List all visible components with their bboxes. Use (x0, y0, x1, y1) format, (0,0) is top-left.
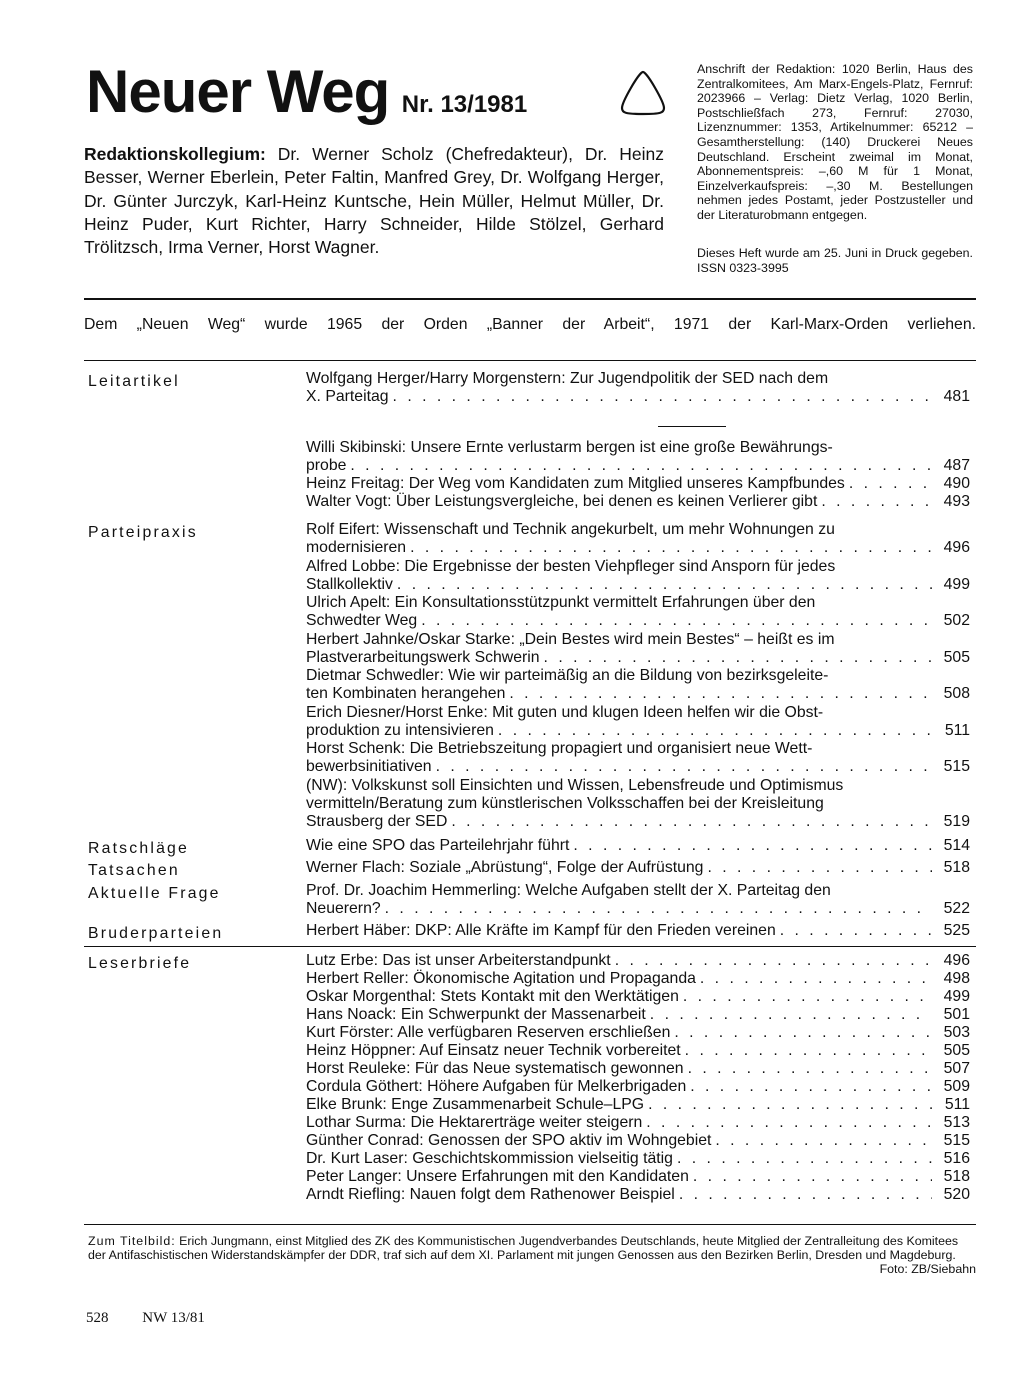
section-ratschlaege: Ratschläge (88, 840, 190, 857)
page-number: 518 (943, 859, 970, 876)
page-number: 507 (943, 1060, 970, 1077)
toc-entry[interactable]: Dietmar Schwedler: Wie wir parteimäßig an die Bildung von bezirksgeleite- ten Kombinaten herangehen . . . 508 (306, 667, 970, 703)
toc-entry[interactable]: Rolf Eifert: Wissenschaft und Technik angekurbelt, um mehr Wohnungen zu modernisieren . . . 496 (306, 521, 970, 557)
page-footer (86, 1310, 235, 1327)
page-number: 502 (943, 612, 970, 630)
toc-entry[interactable]: Herbert Jahnke/Oskar Starke: „Dein Bestes wird mein Bestes“ – heißt es im Plastverarbeitungswerk Schwerin . . . 505 (306, 631, 970, 667)
editorial-board (84, 143, 664, 259)
page-number: 515 (943, 1132, 970, 1149)
short-divider (658, 426, 726, 427)
toc-entry[interactable]: Heinz Freitag: Der Weg vom Kandidaten zum Mitglied unseres Kampfbundes . . . 490 (306, 475, 970, 493)
toc-entry[interactable]: Willi Skibinski: Unsere Ernte verlustarm bergen ist eine große Bewährungs- probe . . . 487 (306, 439, 970, 475)
editorial-address: Anschrift der Redaktion: 1020 Berlin, Haus des Zentralkomitees, Am Marx-Engels-Platz, Fernruf: 2023966 – Verlag: Dietz Verlag, 1020 Berlin, Postschließfach 273, Fernruf: 27030, Lizenznummer: 1353, Artikelnummer: 65212 – Gesamtherstellung: (140) Druckerei Neues Deutschland. Erscheint zweimal im Monat, Abonnementspreis: –,60 M für 1 Monat, Einzelverkaufspreis: –,30 M. Bestellungen nehmen jedes Postamt, jeder Postzusteller und der Literaturobmann entgegen. (697, 62, 973, 222)
section-aktuelle-frage: Aktuelle Frage (88, 885, 221, 902)
page-number: 496 (943, 539, 970, 557)
page-number: 498 (943, 970, 970, 987)
page-number: 487 (943, 457, 970, 475)
header-rule (84, 298, 976, 300)
toc-entry[interactable]: Erich Diesner/Horst Enke: Mit guten und klugen Ideen helfen wir die Obst- produktion zu intensivieren . . . 511 (306, 704, 970, 740)
page-number: 505 (943, 649, 970, 667)
toc-entry[interactable]: Günther Conrad: Genossen der SPO aktiv im Wohngebiet . . . 515 (306, 1132, 970, 1150)
cover-caption (88, 1234, 976, 1276)
toc-entry[interactable]: Walter Vogt: Über Leistungsvergleiche, bei denen es keinen Verlierer gibt . . . 493 (306, 493, 970, 511)
award-note: Dem „Neuen Weg“ wurde 1965 der Orden „Banner der Arbeit“, 1971 der Karl-Marx-Orden verliehen. (84, 316, 976, 333)
page-number: 481 (943, 388, 970, 406)
page-number: 493 (943, 493, 970, 510)
issue-number: Nr. 13/1981 (401, 91, 528, 118)
toc-entry[interactable]: Lothar Surma: Die Hektarerträge weiter steigern . . . 513 (306, 1114, 970, 1132)
page-number: 525 (943, 922, 970, 939)
page-number: 513 (943, 1114, 970, 1131)
page-number-footer: 528 (86, 1310, 109, 1326)
editorial-board-members: Dr. Werner Scholz (Chefredakteur), Dr. Heinz Besser, Werner Eberlein, Peter Faltin, Manfred Grey, Dr. Wolfgang Herger, Dr. Günter Jurczyk, Karl-Heinz Kuntsche, Hein Müller, Helmut Müller, Dr. Heinz Puder, Kurt Richter, Harry Schneider, Hilde Stölzel, Gerhard Trölitzsch, Irma Verner, Horst Wagner. (84, 144, 664, 258)
page-number: 499 (943, 988, 970, 1005)
toc-entry[interactable]: (NW): Volkskunst soll Einsichten und Wissen, Lebensfreude und Optimismus vermitteln/Beratung zum künstlerischen Volksschaffen bei der Kreisleitung Strausberg der SED . . . 519 (306, 777, 970, 832)
page-number: 509 (943, 1078, 970, 1095)
toc-entry[interactable]: Kurt Förster: Alle verfügbaren Reserven erschließen . . . 503 (306, 1024, 970, 1042)
magazine-title: Neuer Weg (86, 58, 390, 125)
page-number: 496 (943, 952, 970, 969)
page-number: 520 (943, 1186, 970, 1203)
page-number: 490 (943, 475, 970, 492)
section-rule (84, 360, 976, 361)
page-number: 514 (943, 837, 970, 854)
section-leserbriefe: Leserbriefe (88, 955, 192, 972)
toc-entry[interactable]: Ulrich Apelt: Ein Konsultationsstützpunkt vermittelt Erfahrungen über den Schwedter Weg . . . 502 (306, 594, 970, 630)
section-leitartikel: Leitartikel (88, 373, 180, 390)
triangle-logo-icon (618, 68, 668, 118)
toc-entry[interactable]: Werner Flach: Soziale „Abrüstung“, Folge der Aufrüstung . . . 518 (306, 859, 970, 877)
toc-entry[interactable]: Horst Reuleke: Für das Neue systematisch gewonnen . . . 507 (306, 1060, 970, 1078)
page-number: 515 (943, 758, 970, 776)
page-number: 518 (943, 1168, 970, 1185)
caption-rule (84, 1224, 976, 1225)
caption-text: Erich Jungmann, einst Mitglied des ZK des Kommunistischen Jugendverbandes Deutschlands, heute Mitglied der Zentralleitung des Komitees der Antifaschistischen Widerstandskämpfer der DDR, traf sich auf dem XI. Parlament mit jungen Genossen aus den Bezirken Berlin, Dresden und Magdeburg. (88, 1234, 959, 1262)
toc-entry[interactable]: Prof. Dr. Joachim Hemmerling: Welche Aufgaben stellt der X. Parteitag den Neuerern? . . . 522 (306, 882, 970, 918)
page-number: 501 (943, 1006, 970, 1023)
editorial-board-label: Redaktionskollegium: (84, 144, 266, 164)
toc-entry[interactable]: Alfred Lobbe: Die Ergebnisse der besten Viehpfleger sind Ansporn für jedes Stallkollektiv . . . 499 (306, 558, 970, 594)
caption-label: Zum Titelbild: (88, 1234, 176, 1248)
toc-entry[interactable]: Dr. Kurt Laser: Geschichtskommission vielseitig tätig . . . 516 (306, 1150, 970, 1168)
toc-entry[interactable]: Herbert Reller: Ökonomische Agitation und Propaganda . . . 498 (306, 970, 970, 988)
section-rule (84, 946, 976, 947)
section-bruderparteien: Bruderparteien (88, 925, 224, 942)
page-number: 499 (943, 576, 970, 594)
toc-entry[interactable]: Arndt Riefling: Nauen folgt dem Rathenower Beispiel . . . 520 (306, 1186, 970, 1204)
page-number: 511 (944, 1096, 970, 1113)
page-number: 503 (943, 1024, 970, 1041)
page-number: 505 (943, 1042, 970, 1059)
toc-entry[interactable]: Hans Noack: Ein Schwerpunkt der Massenarbeit . . . 501 (306, 1006, 970, 1024)
toc-entry[interactable]: Wie eine SPO das Parteilehrjahr führt . . . 514 (306, 837, 970, 855)
page-number: 508 (943, 685, 970, 703)
toc-entry[interactable]: Elke Brunk: Enge Zusammenarbeit Schule–LPG . . . 511 (306, 1096, 970, 1114)
toc-entry[interactable]: Oskar Morgenthal: Stets Kontakt mit den Werktätigen . . . 499 (306, 988, 970, 1006)
issue-ref: NW 13/81 (142, 1310, 205, 1326)
toc-entry[interactable]: Herbert Häber: DKP: Alle Kräfte im Kampf für den Frieden vereinen . . . 525 (306, 922, 970, 940)
print-note: Dieses Heft wurde am 25. Juni in Druck gegeben. ISSN 0323-3995 (697, 246, 973, 275)
toc-entry[interactable]: Lutz Erbe: Das ist unser Arbeiterstandpunkt . . . 496 (306, 952, 970, 970)
photo-credit: Foto: ZB/Siebahn (879, 1262, 976, 1276)
toc-entry[interactable]: Cordula Göthert: Höhere Aufgaben für Melkerbrigaden . . . 509 (306, 1078, 970, 1096)
toc-entry[interactable]: Wolfgang Herger/Harry Morgenstern: Zur Jugendpolitik der SED nach dem X. Parteitag . . . 481 (306, 370, 970, 406)
page-number: 516 (943, 1150, 970, 1167)
section-parteipraxis: Parteipraxis (88, 524, 198, 541)
toc-entry[interactable]: Peter Langer: Unsere Erfahrungen mit den Kandidaten . . . 518 (306, 1168, 970, 1186)
section-tatsachen: Tatsachen (88, 862, 180, 879)
toc-entry[interactable]: Horst Schenk: Die Betriebszeitung propagiert und organisiert neue Wett- bewerbsinitiativen . . . 515 (306, 740, 970, 776)
page-number: 511 (944, 722, 970, 740)
masthead (86, 58, 528, 125)
page-number: 519 (943, 813, 970, 831)
page-number: 522 (943, 900, 970, 918)
toc-entry[interactable]: Heinz Höppner: Auf Einsatz neuer Technik vorbereitet . . . 505 (306, 1042, 970, 1060)
